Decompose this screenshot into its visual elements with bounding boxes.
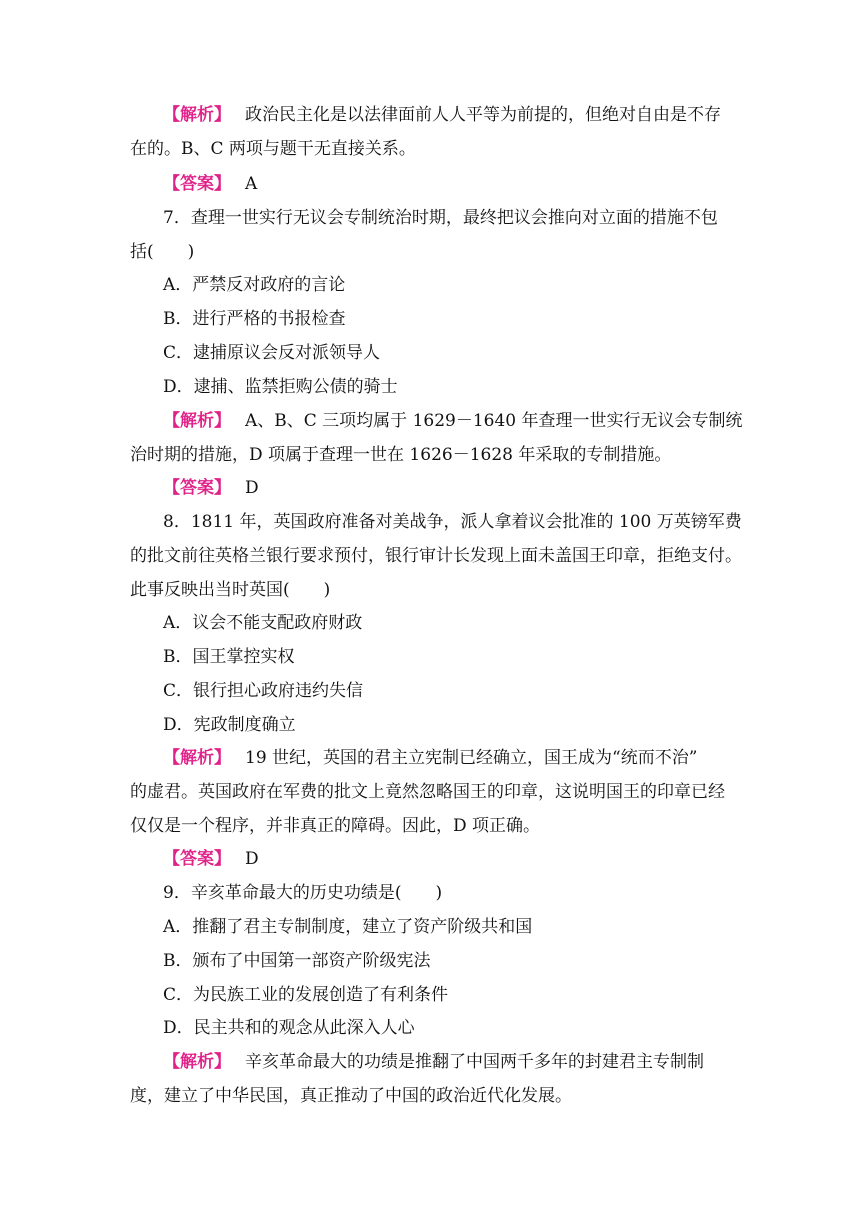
analysis-tag: 【解析】 — [163, 748, 231, 768]
analysis-line — [163, 410, 743, 432]
option-c: C．逮捕原议会反对派领导人 — [163, 343, 381, 363]
analysis-continuation: 仅仅是一个程序，并非真正的障碍。因此，D 项正确。 — [130, 816, 541, 836]
option-c: C．为民族工业的发展创造了有利条件 — [163, 985, 449, 1005]
option-a: A．严禁反对政府的言论 — [163, 275, 346, 295]
option-b: B．进行严格的书报检查 — [163, 309, 346, 329]
answer-value: A — [245, 174, 258, 194]
analysis-line — [163, 104, 721, 126]
answer-value: D — [245, 849, 259, 869]
question-stem: 8．1811 年，英国政府准备对美战争，派人拿着议会批准的 100 万英镑军费 — [163, 512, 742, 532]
option-b: B．颁布了中国第一部资产阶级宪法 — [163, 951, 431, 971]
analysis-tag: 【解析】 — [163, 411, 231, 431]
analysis-text: A、B、C 三项均属于 1629－1640 年查理一世实行无议会专制统 — [245, 411, 743, 431]
option-a: A．推翻了君主专制制度，建立了资产阶级共和国 — [163, 917, 533, 937]
analysis-text: 辛亥革命最大的功绩是推翻了中国两千多年的封建君主专制制 — [245, 1052, 704, 1072]
analysis-continuation: 治时期的措施，D 项属于查理一世在 1626－1628 年采取的专制措施。 — [130, 445, 672, 465]
answer-line — [163, 848, 259, 870]
analysis-tag: 【解析】 — [163, 1052, 231, 1072]
analysis-continuation: 的虚君。英国政府在军费的批文上竟然忽略国王的印章，这说明国王的印章已经 — [130, 782, 725, 802]
answer-tag: 【答案】 — [163, 849, 231, 869]
option-d: D．逮捕、监禁拒购公债的骑士 — [163, 377, 398, 397]
question-stem: 9．辛亥革命最大的历史功绩是( ) — [163, 883, 443, 903]
question-stem: 7．查理一世实行无议会专制统治时期，最终把议会推向对立面的措施不包 — [163, 208, 718, 228]
analysis-continuation: 在的。B、C 两项与题干无直接关系。 — [130, 139, 416, 159]
option-a: A．议会不能支配政府财政 — [163, 613, 363, 633]
option-c: C．银行担心政府违约失信 — [163, 681, 364, 701]
analysis-line — [163, 1051, 704, 1073]
answer-tag: 【答案】 — [163, 478, 231, 498]
question-stem-continuation: 括( ) — [130, 242, 195, 262]
option-d: D．民主共和的观念从此深入人心 — [163, 1018, 415, 1038]
answer-line — [163, 477, 259, 499]
option-b: B．国王掌控实权 — [163, 647, 295, 667]
question-stem-continuation: 此事反映出当时英国( ) — [130, 580, 331, 600]
option-d: D．宪政制度确立 — [163, 715, 296, 735]
analysis-tag: 【解析】 — [163, 105, 231, 125]
analysis-text: 19 世纪，英国的君主立宪制已经确立，国王成为“统而不治” — [245, 748, 698, 768]
answer-tag: 【答案】 — [163, 174, 231, 194]
analysis-text: 政治民主化是以法律面前人人平等为前提的，但绝对自由是不存 — [245, 105, 721, 125]
question-stem-continuation: 的批文前往英格兰银行要求预付，银行审计长发现上面未盖国王印章，拒绝支付。 — [130, 546, 742, 566]
analysis-line — [163, 747, 697, 769]
answer-line — [163, 173, 257, 195]
answer-value: D — [245, 478, 259, 498]
analysis-continuation: 度，建立了中华民国，真正推动了中国的政治近代化发展。 — [130, 1086, 572, 1106]
